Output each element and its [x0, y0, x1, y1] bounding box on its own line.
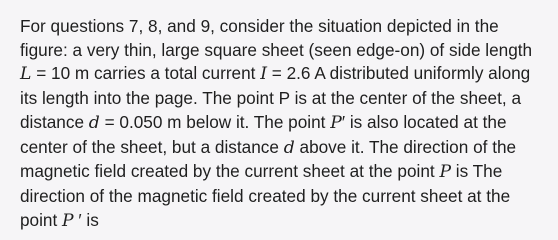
variable-d: d [88, 112, 100, 133]
variable-P: P [62, 210, 74, 231]
question-text-part: is The direction of the magnetic field created by the current sheet at the point [20, 161, 511, 230]
question-text-part: = 2.6 A distributed uniformly along its length into the page. The point P is at the center of the sheet, a distance [20, 63, 531, 132]
prime-mark: ′ [73, 209, 82, 230]
variable-d: d [283, 137, 295, 158]
question-text-part: is also located at the center of the sheet, but a distance [20, 111, 507, 157]
variable-L: L [20, 64, 32, 85]
question-text-part: = 0.050 m below it. The point [99, 111, 331, 132]
question-text [20, 15, 540, 233]
variable-P: P [439, 162, 452, 183]
prime-mark: ′ [341, 111, 346, 132]
variable-P: P [330, 112, 342, 133]
question-text-part: = 10 m carries a total current [31, 63, 261, 84]
question-text-part: above it. The direction of the magnetic field created by the current sheet at the point [20, 136, 517, 182]
question-text-part: is [81, 209, 99, 230]
variable-I: I [260, 64, 268, 85]
question-text-part: For questions 7, 8, and 9, consider the situation depicted in the figure: a very thin, large square sheet (seen edge-on) of side length [20, 16, 533, 60]
